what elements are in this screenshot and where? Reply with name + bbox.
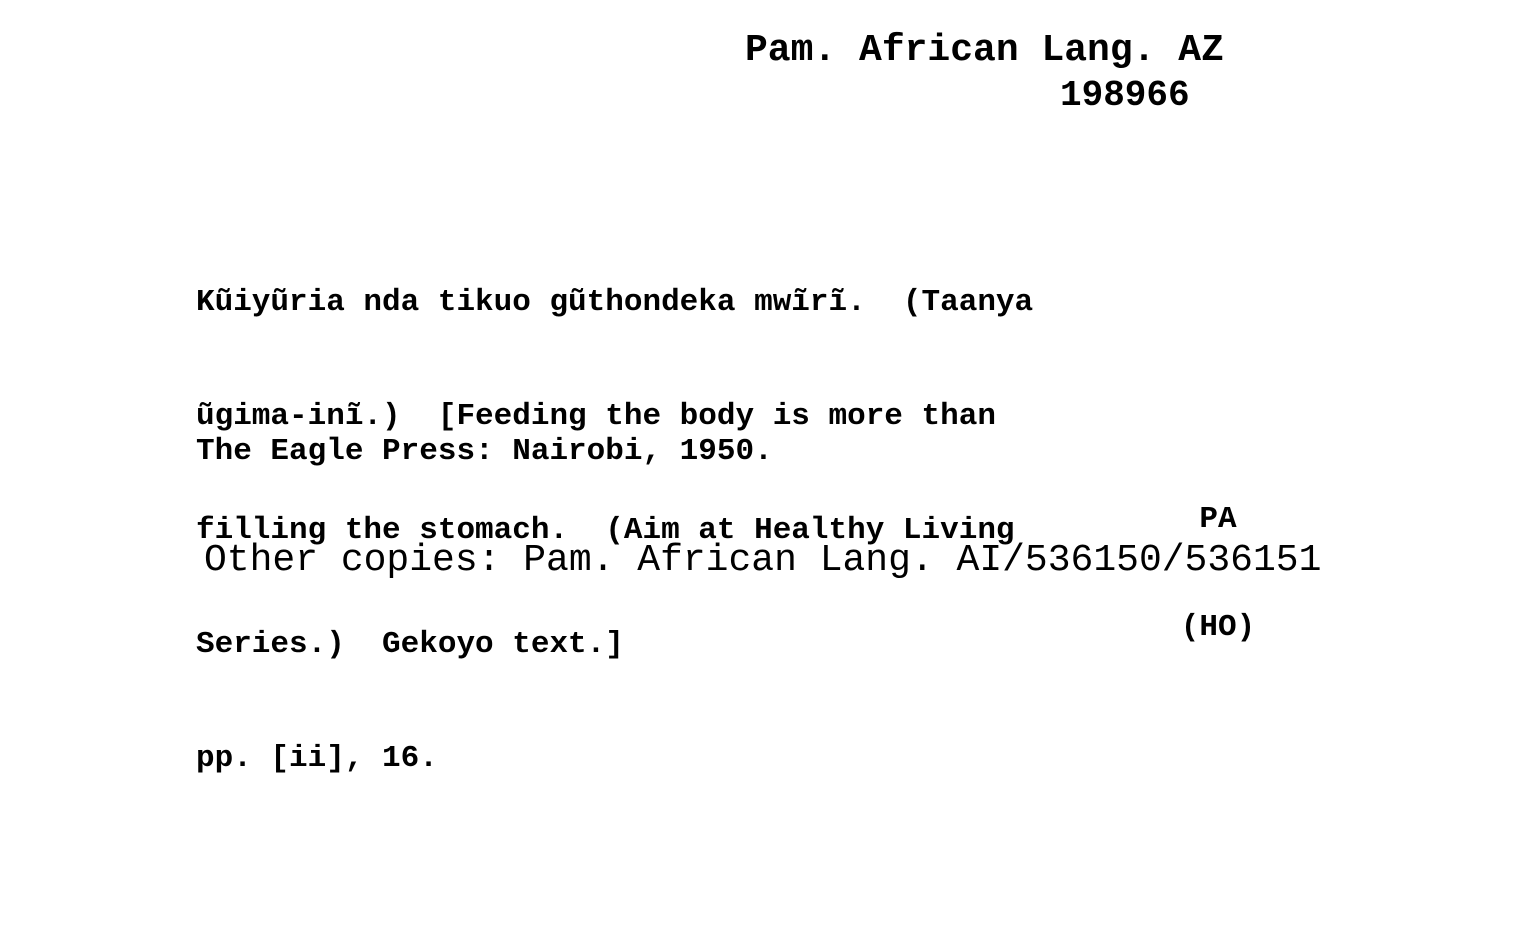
imprint: The Eagle Press: Nairobi, 1950. [196, 434, 773, 469]
location-code-primary: PA [1199, 502, 1237, 537]
location-code-secondary: (HO) [1180, 610, 1256, 645]
entry-line: ũgima-inĩ.) [Feeding the body is more than [196, 399, 996, 434]
entry-line: Series.) Gekoyo text.] [196, 627, 624, 662]
entry-line: pp. [ii], 16. [196, 741, 438, 776]
entry-line: filling the stomach. (Aim at Healthy Living [196, 513, 1015, 548]
entry-line: Kũiyũria nda tikuo gũthondeka mwĩrĩ. (Taanya [196, 285, 1034, 320]
bibliographic-entry [196, 208, 1033, 854]
shelfmark: Pam. African Lang. AZ [745, 29, 1224, 72]
other-copies-note: Other copies: Pam. African Lang. AI/536150/536151 [204, 539, 1322, 582]
accession-number: 198966 [1060, 75, 1190, 116]
